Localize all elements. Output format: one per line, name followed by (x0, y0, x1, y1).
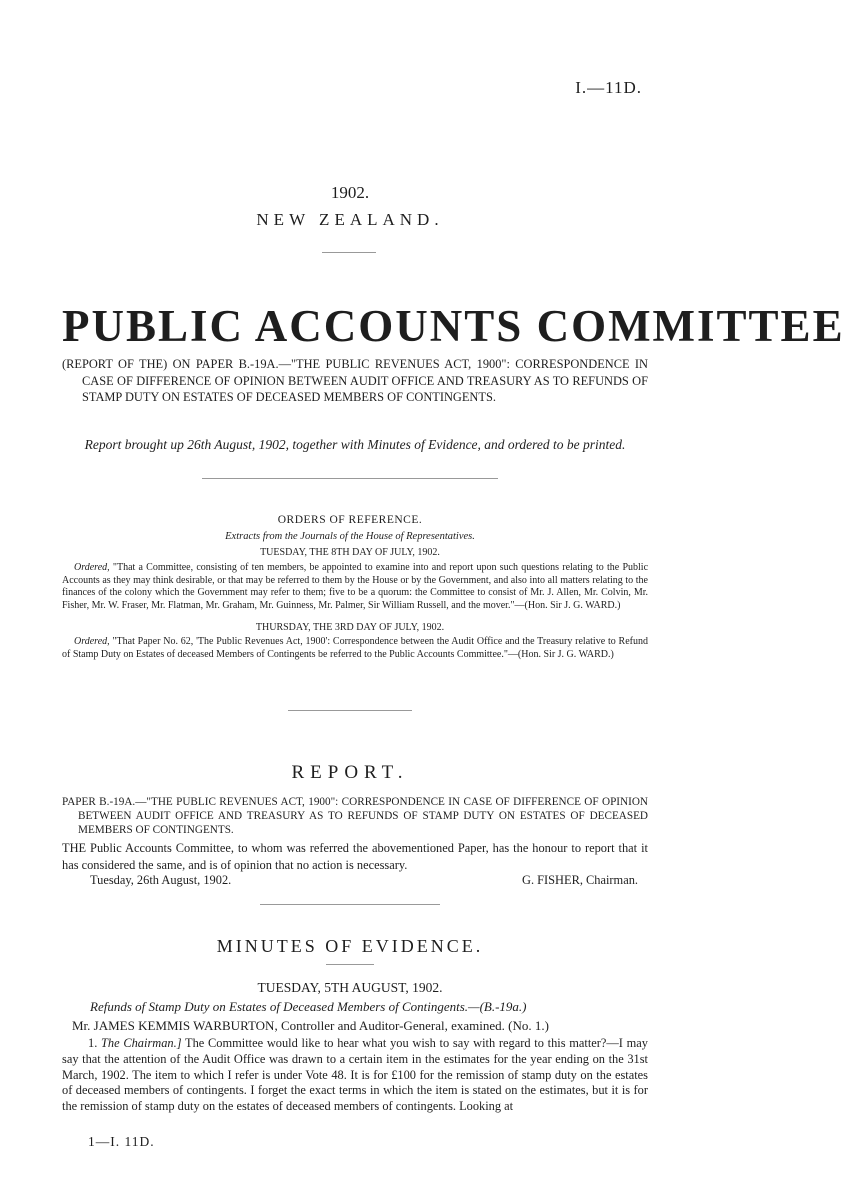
report-brought-up: Report brought up 26th August, 1902, together with Minutes of Evidence, and ordered to be printed. (84, 437, 626, 452)
minutes-subject: Refunds of Stamp Duty on Estates of Deceased Members of Contingents.—(B.-19a.) (90, 999, 527, 1014)
order-1-text: "That a Committee, consisting of ten members, be appointed to examine into and report upon such questions relating to the Public Accounts as they may think desirable, or that may be referred to them by the House or by the Government, and also into all matters relating to the finances of the colony which the Government may refer to them; five to be a quorum: the Committee to consist of Mr. J. Allen, Mr. Colvin, Mr. Fisher, Mr. W. Fraser, Mr. Flatman, Mr. Graham, Mr. Guinness, Mr. Palmer, Sir William Russell, and the mover."—(Hon. Sir J. G. WARD.) (62, 562, 649, 611)
order-2 (62, 636, 648, 661)
country: NEW ZEALAND. (256, 210, 444, 229)
question-1 (62, 1036, 648, 1115)
orders-date-2: THURSDAY, THE 3RD DAY OF JULY, 1902. (255, 622, 445, 633)
order-2-lead: Ordered, (74, 636, 110, 647)
divider-2 (288, 710, 412, 711)
minutes-witness: Mr. JAMES KEMMIS WARBURTON, Controller and Auditor-General, examined. (No. 1.) (72, 1018, 549, 1033)
minutes-date: TUESDAY, 5TH AUGUST, 1902. (257, 980, 443, 995)
divider-1 (202, 478, 498, 479)
paper-code: I.—11D. (575, 78, 642, 97)
report-date: Tuesday, 26th August, 1902. (90, 873, 232, 887)
signature-mark: 1—I. 11D. (88, 1134, 155, 1149)
orders-date-1: TUESDAY, THE 8TH DAY OF JULY, 1902. (260, 547, 440, 558)
subtitle: (REPORT OF THE) ON PAPER B.-19A.—"THE PUBLIC REVENUES ACT, 1900": CORRESPONDENCE IN CASE OF DIFFERENCE OF OPINION BETWEEN AUDIT OFFICE AND TREASURY AS TO REFUNDS OF STAMP DUTY ON ESTATES OF DECEASED MEMBERS OF CONTINGENTS. (62, 357, 648, 404)
orders-extracts: Extracts from the Journals of the House of Representatives. (225, 531, 475, 542)
divider-3 (260, 904, 440, 905)
report-paper: PAPER B.-19A.—"THE PUBLIC REVENUES ACT, 1900": CORRESPONDENCE IN CASE OF DIFFERENCE OF OPINION BETWEEN AUDIT OFFICE AND TREASURY AS TO REFUNDS OF STAMP DUTY ON ESTATES OF DECEASED MEMBERS OF CONTINGENTS. (62, 796, 648, 836)
report-body: THE Public Accounts Committee, to whom was referred the abovementioned Paper, has the honour to report that it has considered the same, and is of opinion that no action is necessary. (62, 841, 648, 872)
question-1-number: 1. (88, 1036, 98, 1050)
question-1-text: The Committee would like to hear what you wish to say with regard to this matter?—I may say that the attention of the Audit Office was drawn to a certain item in the estimates for the year ending on the 31st March, 1902. The item to which I refer is under Vote 48. It is for £100 for the remission of stamp duty on the estates of deceased members of contingents. I forget the exact terms in which the item is stated on the estimates, but it is for the remission of stamp duty on the estates of deceased members of contingents. Looking at (62, 1036, 648, 1114)
report-heading: REPORT. (291, 762, 409, 783)
order-1-lead: Ordered, (74, 562, 110, 573)
main-title: PUBLIC ACCOUNTS COMMITTEE (62, 301, 845, 351)
divider-4 (326, 964, 374, 965)
year: 1902. (330, 183, 370, 202)
minutes-heading: MINUTES OF EVIDENCE. (216, 936, 484, 956)
orders-heading: ORDERS OF REFERENCE. (277, 514, 423, 526)
order-1 (62, 562, 648, 612)
order-2-text: "That Paper No. 62, 'The Public Revenues Act, 1900': Correspondence between the Audit Office and the Treasury relative to Refund of Stamp Duty on Estates of deceased Members of Contingents be referred to the Public Accounts Committee."—(Hon. Sir J. G. WARD.) (62, 636, 648, 660)
title-divider (322, 252, 376, 253)
question-1-speaker: The Chairman.] (101, 1036, 182, 1050)
report-signature: G. FISHER, Chairman. (522, 873, 638, 887)
